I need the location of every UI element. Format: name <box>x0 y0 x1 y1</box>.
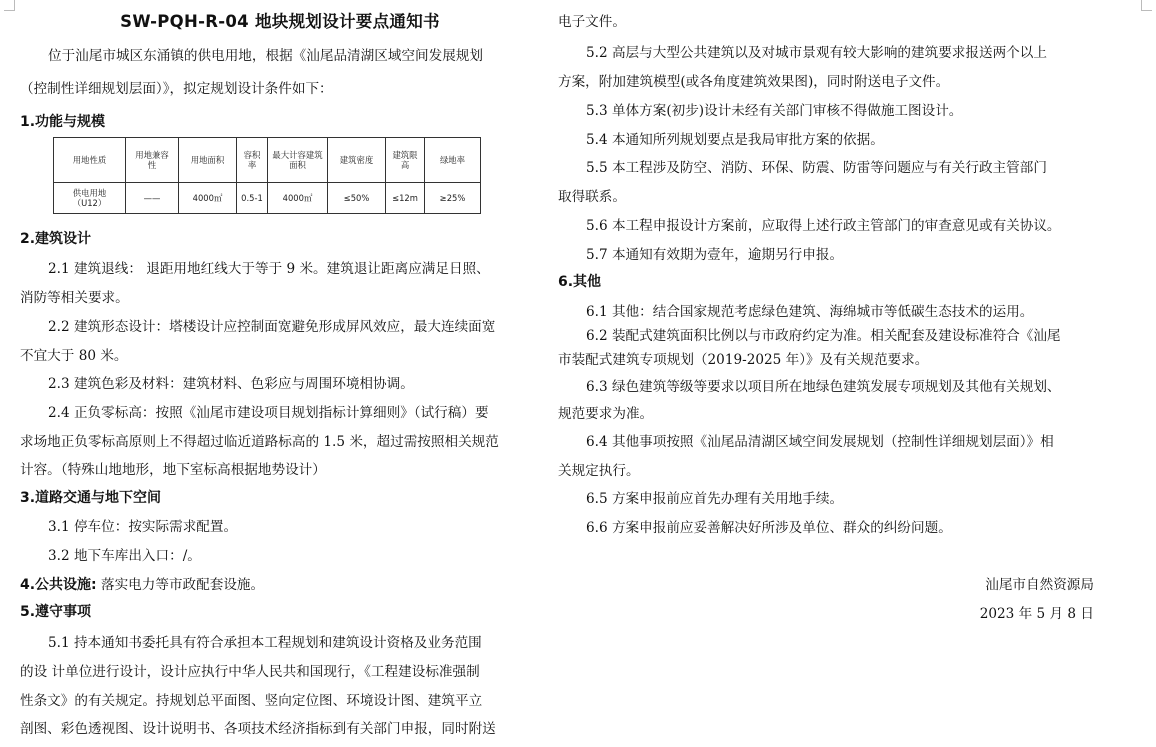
table-cell: 0.5-1 <box>237 183 268 214</box>
text-line: 3.2 地下车库出入口：/。 <box>48 548 201 564</box>
section4-line <box>20 573 264 594</box>
text-line: 6.1 其他：结合国家规范考虑绿色建筑、海绵城市等低碳生态技术的运用。 <box>586 304 1034 320</box>
text-line: 剖图、彩色透视图、设计说明书、各项技术经济指标到有关部门申报，同时附送 <box>20 721 496 737</box>
text-line: 方案，附加建筑模型(或各角度建筑效果图)，同时附送电子文件。 <box>558 74 950 90</box>
section-heading: 4.公共设施: <box>20 577 97 593</box>
text-line: 取得联系。 <box>558 189 626 205</box>
table-header-cell: 最大计容建筑面积 <box>268 138 328 183</box>
text-line: 的设 计单位进行设计，设计应执行中华人民共和国现行，《工程建设标准强制 <box>20 664 480 680</box>
section-heading: 5.遵守事项 <box>20 604 92 620</box>
table-cell: 4000㎡ <box>268 183 328 214</box>
text-line: 5.3 单体方案(初步)设计未经有关部门审核不得做施工图设计。 <box>586 103 963 119</box>
table-cell: 4000㎡ <box>179 183 237 214</box>
table-header-cell: 建筑限高 <box>386 138 425 183</box>
text-line: 3.1 停车位：按实际需求配置。 <box>48 519 238 535</box>
table-header-cell: 绿地率 <box>425 138 481 183</box>
text-line: 5.5 本工程涉及防空、消防、环保、防震、防雷等问题应与有关行政主管部门 <box>586 160 1047 176</box>
text-line: 计容。（特殊山地地形，地下室标高根据地势设计） <box>20 462 326 478</box>
text-line: 规范要求为准。 <box>558 406 654 422</box>
text-line: 电子文件。 <box>558 14 626 30</box>
text-line: 市装配式建筑专项规划（2019-2025 年）》及有关规范要求。 <box>558 352 929 368</box>
issuing-authority: 汕尾市自然资源局 <box>985 577 1094 593</box>
section-heading: 6.其他 <box>558 274 602 290</box>
crop-mark <box>4 0 15 11</box>
table-header-cell: 用地面积 <box>179 138 237 183</box>
text-line: 关规定执行。 <box>558 463 640 479</box>
text-line: 6.2 装配式建筑面积比例以与市政府约定为准。相关配套及建设标准符合《汕尾 <box>586 328 1061 344</box>
text-line: 5.2 高层与大型公共建筑以及对城市景观有较大影响的建筑要求报送两个以上 <box>586 45 1047 61</box>
text-line: 6.6 方案申报前应妥善解决好所涉及单位、群众的纠纷问题。 <box>586 520 952 536</box>
text-line: 2.3 建筑色彩及材料：建筑材料、色彩应与周围环境相协调。 <box>48 376 414 392</box>
table-header-row <box>54 138 481 183</box>
section-heading: 1.功能与规模 <box>20 114 106 130</box>
table-header-cell: 用地性质 <box>54 138 126 183</box>
table-cell: ≤50% <box>328 183 386 214</box>
text-line: 2.4 正负零标高：按照《汕尾市建设项目规划指标计算细则》（试行稿）要 <box>48 405 489 421</box>
text-line: 5.7 本通知有效期为壹年，逾期另行申报。 <box>586 247 844 263</box>
table-cell: —— <box>126 183 179 214</box>
table-cell: ≤12m <box>386 183 425 214</box>
table-header-cell: 用地兼容性 <box>126 138 179 183</box>
table-header-cell: 容积率 <box>237 138 268 183</box>
text-line: 5.4 本通知所列规划要点是我局审批方案的依据。 <box>586 132 884 148</box>
text-line: 落实电力等市政配套设施。 <box>96 577 265 593</box>
intro-line: （控制性详细规划层面）》，拟定规划设计条件如下： <box>20 81 333 97</box>
text-line: 5.1 持本通知书委托具有符合承担本工程规划和建筑设计资格及业务范围 <box>48 635 482 651</box>
planning-spec-table <box>53 137 481 214</box>
intro-line: 位于汕尾市城区东涌镇的供电用地，根据《汕尾品清湖区域空间发展规划 <box>48 48 483 64</box>
text-line: 消防等相关要求。 <box>20 290 129 306</box>
table-cell: ≥25% <box>425 183 481 214</box>
text-line: 性条文》的有关规定。持规划总平面图、竖向定位图、环境设计图、建筑平立 <box>20 693 483 709</box>
table-cell: 供电用地（U12） <box>54 183 126 214</box>
text-line: 求场地正负零标高原则上不得超过临近道路标高的 1.5 米，超过需按照相关规范 <box>20 434 499 450</box>
page-title: SW-PQH-R-04 地块规划设计要点通知书 <box>120 12 440 31</box>
crop-mark <box>1141 0 1152 11</box>
text-line: 不宜大于 80 米。 <box>20 348 128 364</box>
section-heading: 2.建筑设计 <box>20 231 92 247</box>
text-line: 6.4 其他事项按照《汕尾品清湖区域空间发展规划（控制性详细规划层面）》相 <box>586 434 1054 450</box>
text-line: 6.3 绿色建筑等级等要求以项目所在地绿色建筑发展专项规划及其他有关规划、 <box>586 379 1061 395</box>
section-heading: 3.道路交通与地下空间 <box>20 490 162 506</box>
text-line: 5.6 本工程申报设计方案前，应取得上述行政主管部门的审查意见或有关协议。 <box>586 218 1061 234</box>
table-row <box>54 183 481 214</box>
text-line: 2.1 建筑退线： 退距用地红线大于等于 9 米。建筑退让距离应满足日照、 <box>48 261 490 277</box>
text-line: 2.2 建筑形态设计：塔楼设计应控制面宽避免形成屏风效应，最大连续面宽 <box>48 319 496 335</box>
table-header-cell: 建筑密度 <box>328 138 386 183</box>
issue-date: 2023 年 5 月 8 日 <box>979 606 1094 622</box>
text-line: 6.5 方案申报前应首先办理有关用地手续。 <box>586 491 844 507</box>
